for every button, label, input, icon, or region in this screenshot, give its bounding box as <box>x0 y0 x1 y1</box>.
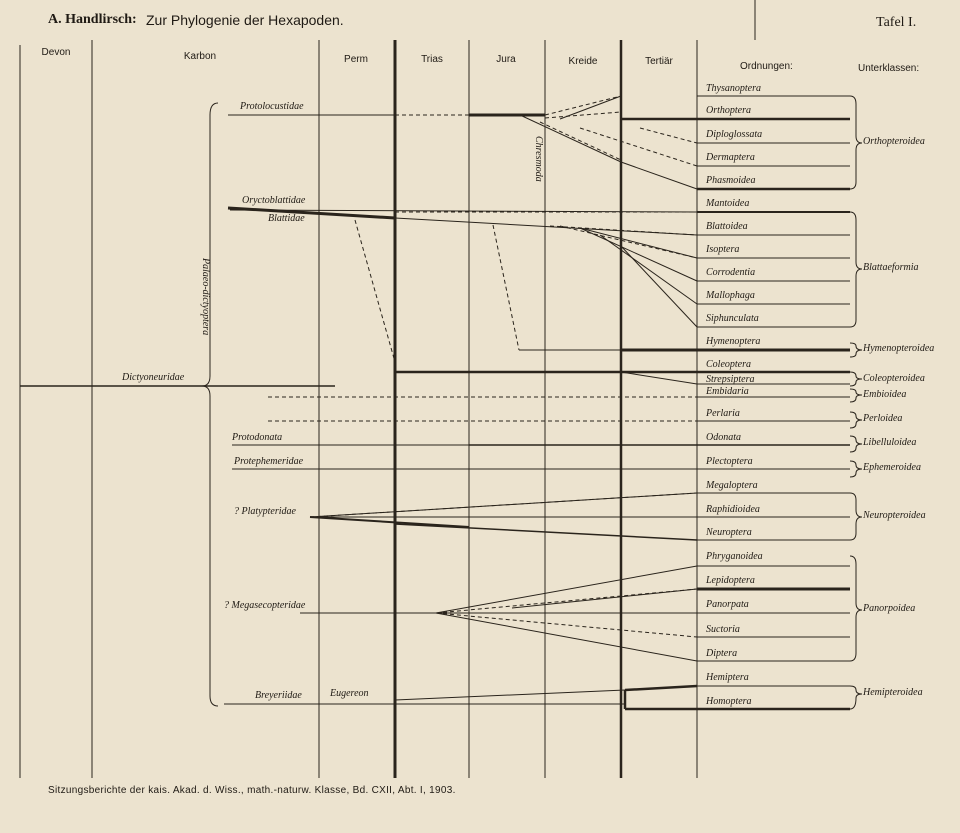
order-label: Panorpata <box>706 599 749 610</box>
ancestor-label: Oryctoblattidae <box>242 195 306 206</box>
order-label: Isoptera <box>706 244 740 255</box>
palaeodictyoptera-label: Palaeo-dictyoptera <box>200 258 211 336</box>
period-trias: Trias <box>421 54 443 65</box>
plate-author: A. Handlirsch: <box>48 12 137 27</box>
ancestor-label: Protodonata <box>232 432 283 443</box>
period-tertiaer: Tertiär <box>645 56 673 67</box>
ancestor-label: Protephemeridae <box>234 456 304 467</box>
order-label: Hymenoptera <box>706 336 761 347</box>
order-label: Diptera <box>706 648 738 659</box>
order-label: Odonata <box>706 432 741 443</box>
superorder-label: Ephemeroidea <box>863 462 921 473</box>
superorder-label: Neuropteroidea <box>863 510 926 521</box>
order-label: Mantoidea <box>706 198 750 209</box>
order-label: Phasmoidea <box>706 175 756 186</box>
order-label: Perlaria <box>706 408 740 419</box>
period-kreide: Kreide <box>568 56 598 67</box>
order-label: Blattoidea <box>706 221 748 232</box>
period-jura: Jura <box>496 54 516 65</box>
order-label: Suctoria <box>706 624 740 635</box>
superorder-label: Orthopteroidea <box>863 136 925 147</box>
plate-footer: Sitzungsberichte der kais. Akad. d. Wiss., math.-naturw. Klasse, Bd. CXII, Abt. I, 1903. <box>48 785 456 796</box>
order-label: Embidaria <box>706 386 749 397</box>
ancestor-label: Dictyoneuridae <box>122 372 185 383</box>
order-label: Coleoptera <box>706 359 751 370</box>
superorder-label: Blattaeformia <box>863 262 919 273</box>
ancestor-label: Blattidae <box>268 213 305 224</box>
plate-number: Tafel I. <box>876 15 917 30</box>
superorder-label: Hymenopteroidea <box>863 343 935 354</box>
ancestor-label: ? Platypteridae <box>234 506 296 517</box>
order-label: Plectoptera <box>706 456 753 467</box>
period-perm: Perm <box>344 54 368 65</box>
order-label: Diploglossata <box>706 129 763 140</box>
superorder-label: Panorpoidea <box>863 603 916 614</box>
order-label: Neuroptera <box>706 527 752 538</box>
order-label: Strepsiptera <box>706 374 755 385</box>
period-karbon: Karbon <box>183 51 217 62</box>
plate-title: Zur Phylogenie der Hexapoden. <box>146 12 344 28</box>
period-devon: Devon <box>41 47 71 58</box>
order-label: Mallophaga <box>706 290 755 301</box>
order-label: Phryganoidea <box>706 551 763 562</box>
order-label: Orthoptera <box>706 105 751 116</box>
orders-header: Ordnungen: <box>740 61 793 72</box>
superorder-label: Embioidea <box>863 389 907 400</box>
order-label: Corrodentia <box>706 267 756 278</box>
order-label: Lepidoptera <box>706 575 755 586</box>
order-label: Raphidioidea <box>706 504 760 515</box>
superorder-label: Coleopteroidea <box>863 373 925 384</box>
order-label: Dermaptera <box>706 152 755 163</box>
superorder-label: Perloidea <box>863 413 903 424</box>
order-label: Homoptera <box>706 696 752 707</box>
superorder-label: Libelluloidea <box>863 437 917 448</box>
order-label: Siphunculata <box>706 313 759 324</box>
order-label: Hemiptera <box>706 672 749 683</box>
ancestor-label: Eugereon <box>330 688 369 699</box>
subclasses-header: Unterklassen: <box>858 63 920 74</box>
ancestor-label: Protolocustidae <box>240 101 304 112</box>
chresmoda-label: Chresmoda <box>533 136 544 182</box>
order-label: Megaloptera <box>706 480 758 491</box>
superorder-label: Hemipteroidea <box>863 687 923 698</box>
ancestor-label: Breyeriidae <box>255 690 302 701</box>
order-label: Thysanoptera <box>706 83 761 94</box>
ancestor-label: ? Megasecopteridae <box>224 600 306 611</box>
